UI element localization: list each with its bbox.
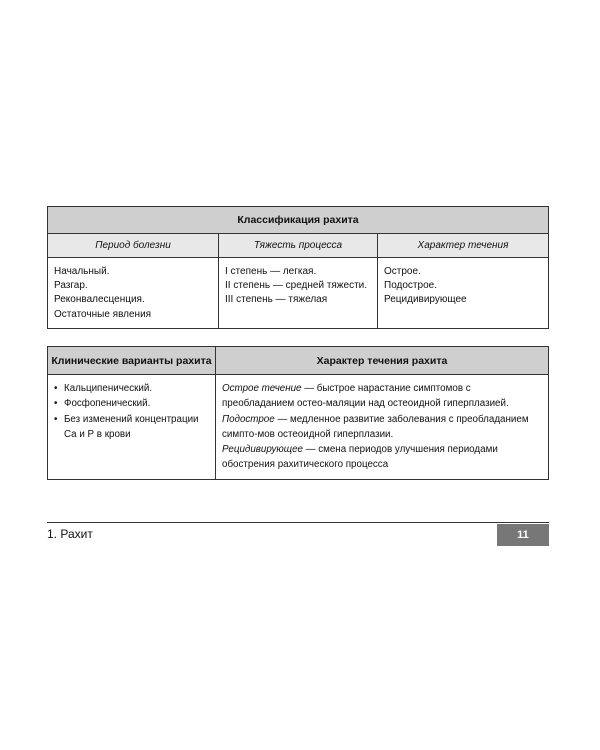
course-item: Рецидивирующее	[384, 294, 467, 306]
list-item: • Фосфопенический.	[54, 396, 209, 411]
column-header-variants: Клинические варианты рахита	[48, 347, 216, 375]
column-header-course: Характер течения	[378, 234, 549, 258]
course-item: Подострое.	[384, 280, 437, 292]
description-acute	[222, 381, 542, 412]
description-subacute	[222, 412, 542, 443]
column-header-period: Период болезни	[48, 234, 219, 258]
period-item: Остаточные явления	[54, 308, 152, 320]
column-header-severity: Тяжесть процесса	[219, 234, 378, 258]
course-cell	[378, 258, 549, 329]
footer-divider	[47, 522, 549, 523]
period-item: Разгар.	[54, 280, 88, 292]
list-item: • Без изменений концентрации Са и Р в крови	[54, 412, 209, 443]
page-number-badge: 11	[497, 524, 549, 546]
rickets-classification-table	[47, 206, 549, 329]
period-item: Начальный.	[54, 266, 110, 277]
severity-item: II степень — средней тяжести.	[225, 280, 368, 292]
variants-cell	[48, 375, 216, 480]
severity-item: I степень — легкая.	[225, 266, 317, 277]
term: Подострое	[222, 413, 275, 425]
definition: — смена периодов улучшения периодами обострения рахитического процесса	[222, 444, 498, 471]
chapter-label: 1. Рахит	[47, 527, 93, 541]
course-description-cell	[216, 375, 549, 480]
period-cell	[48, 258, 219, 329]
column-header-course-character: Характер течения рахита	[216, 347, 549, 375]
severity-cell	[219, 258, 378, 329]
term: Рецидивирующее	[222, 444, 303, 456]
definition: — быстрое нарастание симптомов с преобладанием остео-маляции над остеоидной гиперплазией.	[222, 383, 509, 410]
severity-item: III степень — тяжелая	[225, 294, 328, 306]
table-title: Классификация рахита	[48, 207, 549, 234]
description-recurrent	[222, 442, 542, 473]
course-item: Острое.	[384, 266, 421, 277]
list-item: • Кальципенический.	[54, 381, 209, 396]
term: Острое течение	[222, 383, 302, 394]
definition: — медленное развитие заболевания с преобладанием симпто-мов остеоидной гиперплазии.	[222, 413, 529, 440]
clinical-variants-table	[47, 346, 549, 480]
period-item: Реконвалесценция.	[54, 294, 145, 306]
variants-list	[54, 381, 209, 442]
